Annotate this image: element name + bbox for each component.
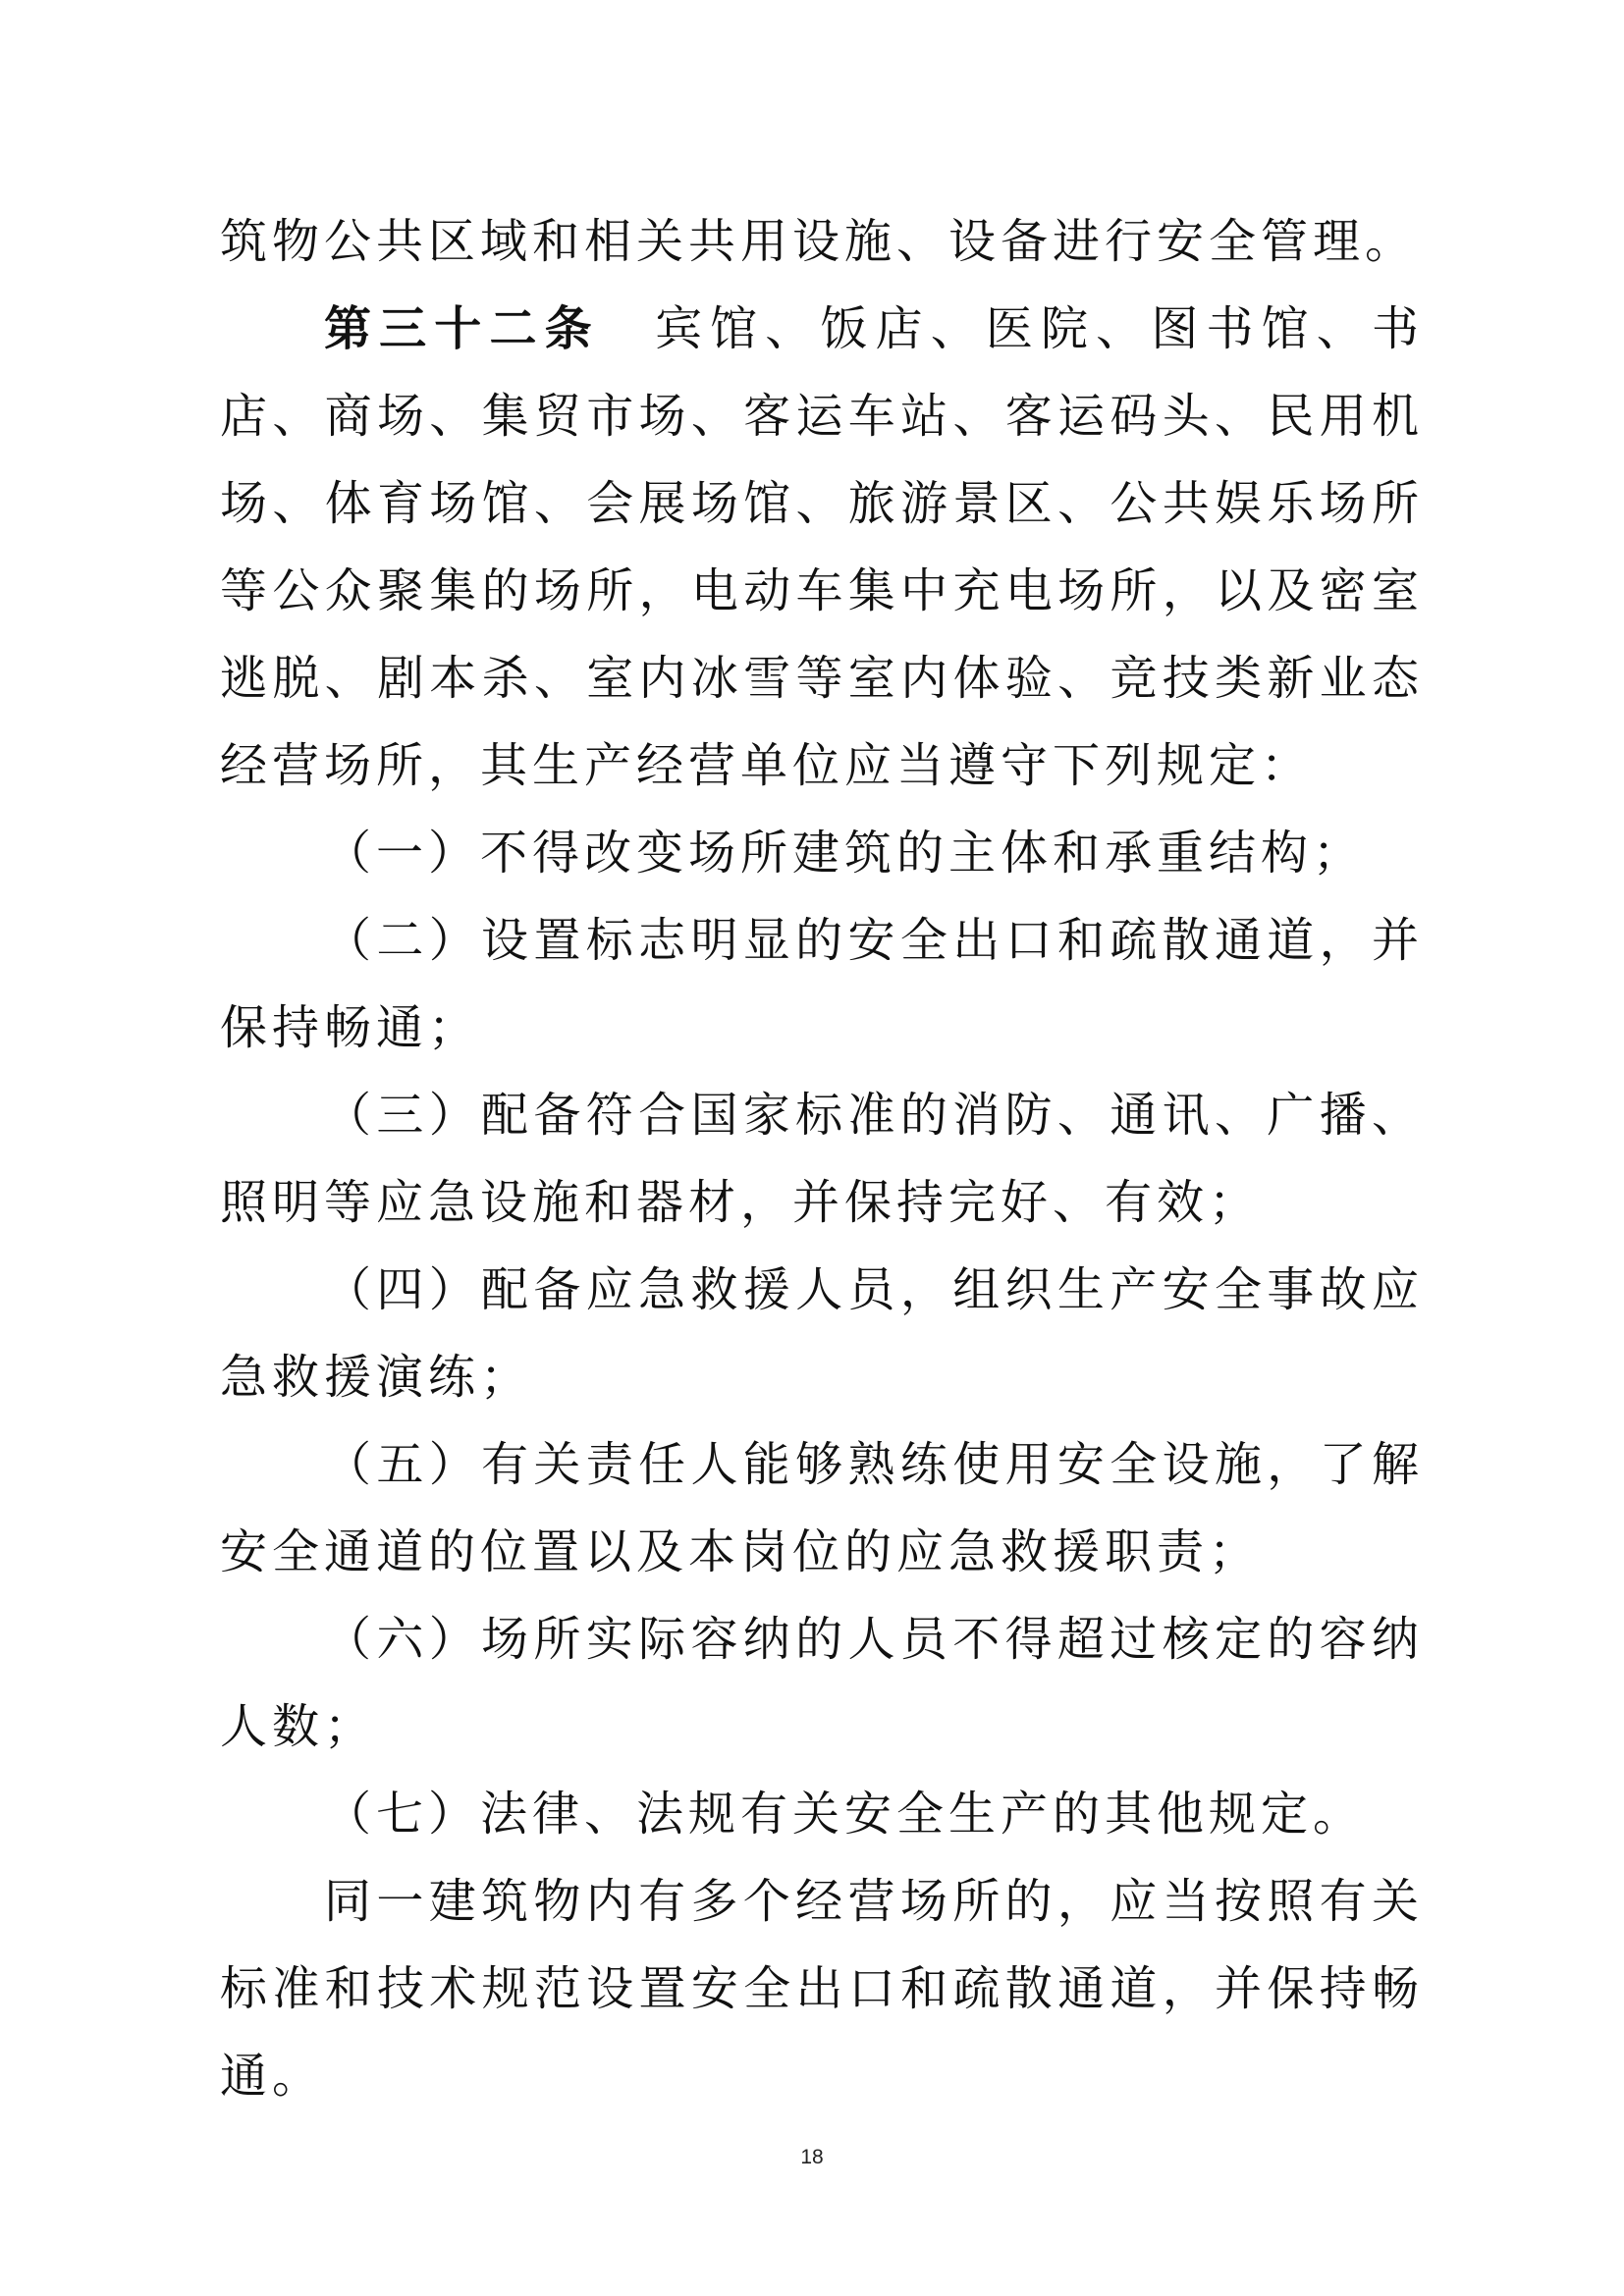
article-32-paragraph xyxy=(220,286,1424,810)
list-item: （一）不得改变场所建筑的主体和承重结构； xyxy=(324,826,1366,881)
article-intro: 宾馆、饭店、医院、图书馆、书店、商场、集贸市场、客运车站、客运码头、民用机场、体育场馆、会展场馆、旅游景区、公共娱乐场所等公众聚集的场所，电动车集中充电场所，以及密室逃脱、剧本杀、室内冰雪等室内体验、竞技类新业态经营场所，其生产经营单位应当遵守下列规定： xyxy=(220,301,1424,793)
list-item: （七）法律、法规有关安全生产的其他规定。 xyxy=(324,1787,1366,1842)
list-item: （六）场所实际容纳的人员不得超过核定的容纳人数； xyxy=(220,1612,1424,1754)
continuation-paragraph: 筑物公共区域和相关共用设施、设备进行安全管理。 xyxy=(220,214,1418,269)
page-number: 18 xyxy=(800,2146,824,2168)
article-heading: 第三十二条 xyxy=(324,301,600,356)
body-text xyxy=(220,198,1424,2120)
closing-paragraph: 同一建筑物内有多个经营场所的，应当按照有关标准和技术规范设置安全出口和疏散通道，并保持畅通。 xyxy=(220,1874,1424,2104)
list-item: （五）有关责任人能够熟练使用安全设施，了解安全通道的位置以及本岗位的应急救援职责； xyxy=(220,1437,1424,1579)
list-item: （四）配备应急救援人员，组织生产安全事故应急救援演练； xyxy=(220,1262,1424,1405)
list-item: （三）配备符合国家标准的消防、通讯、广播、照明等应急设施和器材，并保持完好、有效； xyxy=(220,1088,1424,1230)
list-item: （二）设置标志明显的安全出口和疏散通道，并保持畅通； xyxy=(220,913,1424,1055)
